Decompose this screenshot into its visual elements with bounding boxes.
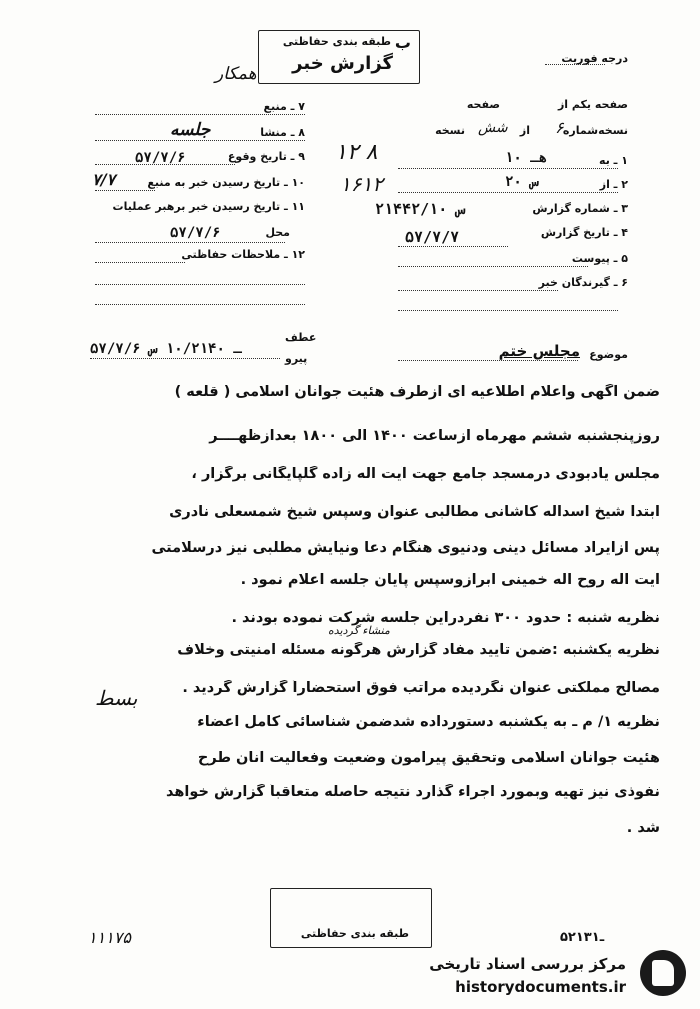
body-line: ابتدا شیخ اسداله کاشانی مطالبی عنوان وسپس شیخ شمسعلی نادری [169, 504, 660, 520]
classification-top-label: طبقه بندی حفاظتی [282, 35, 391, 48]
left-form-line-security-1 [95, 262, 185, 263]
left-form-value-event-date: ۵۷/۷/۶ [135, 150, 186, 166]
right-form-label-attachment: ۵ ـ پیوست [571, 252, 628, 265]
right-form-label-from: ۲ ـ از [599, 178, 628, 191]
atf-value: ۵۷/۷/۶ ـ ۱۰/۲۱۴۰ س [90, 341, 242, 357]
urgency-label: درجه فوریت [561, 52, 628, 65]
classification-stamp-top [258, 30, 420, 84]
body-line: نظریه ۱/ م ـ به یکشنبه دستورداده شدضمن شناسائی کامل اعضاء [197, 714, 660, 730]
right-form-copy-value: ۶ [555, 118, 564, 137]
brand-title: مرکز بررسی اسناد تاریخی [429, 955, 626, 973]
left-form-line-security-2 [95, 284, 305, 285]
body-line: ضمن آگهی واعلام اطلاعیه ای ازطرف هئیت جوانان اسلامی ( قلعه ) [174, 384, 660, 400]
classification-bottom-label: طبقه بندی حفاظتی [300, 927, 409, 940]
body-line: مجلس یادبودی درمسجد جامع جهت آیت اله زاده گلپایگانی برگزار ، [191, 466, 660, 482]
right-form-line-report-date [398, 246, 508, 247]
right-form-label-recipients: ۶ ـ گیرندگان خبر [538, 276, 628, 289]
left-form-line-source-received [95, 190, 155, 191]
margin-handwriting-2: ۱۶۱۲ [340, 172, 383, 196]
left-form-label-source-received: ۱۰ ـ تاریخ رسیدن خبر به منبع [147, 176, 305, 189]
subject-line [398, 360, 578, 361]
body-line: هئیت جوانان اسلامی وتحقیق پیرامون وضعیت وفعالیت آنان طرح [197, 750, 660, 766]
body-line: روزپنجشنبه ششم مهرماه ازساعت ۱۴۰۰ الی ۱۸۰۰ بعدازظهــــر [209, 428, 660, 444]
right-form-value-report-date: ۵۷/۷/۷ [405, 228, 460, 246]
classification-mark: ب [394, 33, 411, 52]
right-form-copy-suffix: نسخه [435, 124, 465, 137]
left-form-label-origin: ۸ ـ منشا [260, 126, 305, 139]
right-form-value-report-no: ۲۱۴۴۲/۱۰ س [375, 200, 466, 218]
right-form-line-recipients-2 [398, 310, 618, 311]
right-form-label-report-no: ۳ ـ شماره گزارش [532, 202, 628, 215]
right-form-label-report-date: ۴ ـ تاریخ گزارش [540, 226, 628, 239]
left-form-value-origin: جلسه [170, 120, 211, 140]
doc-number: ۵۲ـ۱۳۱ [560, 930, 605, 945]
left-form-label-place: محل [265, 226, 290, 239]
archive-logo-icon [640, 950, 686, 996]
handwritten-top-note: همکار [215, 64, 257, 84]
archive-handwriting: ۱۱۱۷۵ [88, 928, 131, 947]
right-form-copy-of: از [519, 124, 530, 137]
interlinear-note: منشاء گردیده [328, 624, 390, 637]
right-form-value-to: ۱۰ هـ [505, 150, 548, 166]
left-form-line-place [95, 242, 285, 243]
body-line: آیت اله روح اله خمینی ابرازوسپس پایان جلسه اعلام نمود . [240, 572, 660, 588]
subject-label: موضوع [589, 348, 628, 361]
margin-scribble: ﺑﺴﻂ [95, 686, 138, 710]
body-line: نفوذی نیز تهیه وبمورد اجراء گذارد نتیجه حاصله متعاقباً گزارش خواهد [166, 784, 660, 800]
right-form-page-label: صفحه یکم از [557, 98, 628, 111]
left-form-line-source [95, 114, 305, 115]
atf-line [90, 358, 280, 359]
right-form-copy-total: شش [478, 120, 508, 136]
right-form-copy-label: نسخه‌شماره [562, 124, 628, 137]
margin-handwriting-1: ۱۲ ۸ [335, 140, 378, 165]
left-form-label-event-date: ۹ ـ تاریخ وقوع [227, 150, 305, 163]
classification-stamp-bottom [270, 888, 432, 948]
left-form-value-place: ۵۷/۷/۶ [170, 225, 221, 241]
report-title: گزارش خبر [292, 53, 393, 74]
left-form-label-ops-received: ۱۱ ـ تاریخ رسیدن خبر برهبر عملیات [112, 200, 305, 213]
right-form-value-from: ۲۰ س [505, 174, 539, 190]
left-form-line-security-3 [95, 304, 305, 305]
body-line: شد . [626, 820, 660, 836]
left-form-line-origin [95, 140, 305, 141]
right-form-page-suffix: صفحه [466, 98, 500, 111]
left-form-label-security: ۱۲ ـ ملاحظات حفاظتی [181, 248, 305, 261]
right-form-line-attachment [398, 266, 588, 267]
right-form-line-recipients-1 [398, 290, 558, 291]
urgency-line [545, 64, 605, 65]
body-line: پس ازایراد مسائل دینی ودنیوی هنگام دعا ونیایش مطلبی نیز درسلامتی [151, 540, 660, 556]
subject-value: مجلس ختم [498, 342, 580, 360]
body-line: مصالح مملکتی عنوان نگردیده مراتب فوق استحضاراً گزارش گردید . [182, 680, 660, 696]
brand-url: historydocuments.ir [455, 978, 626, 996]
atf-label: عطف [285, 331, 317, 344]
right-form-label-to: ۱ ـ به [599, 154, 628, 167]
right-form-line-from [398, 192, 618, 193]
right-form-line-to [398, 168, 618, 169]
body-line: نظریه یکشنبه :ضمن تایید مفاد گزارش هرگونه مسئله امنیتی وخلاف [177, 642, 660, 658]
body-line: نظریه شنبه : حدود ۳۰۰ نفردراین جلسه شرکت نموده بودند . [231, 610, 660, 626]
left-form-value-source-received: ۷/۷ [92, 170, 116, 189]
peyro-label: پیرو [285, 352, 308, 365]
left-form-label-source: ۷ ـ منبع [263, 100, 305, 113]
